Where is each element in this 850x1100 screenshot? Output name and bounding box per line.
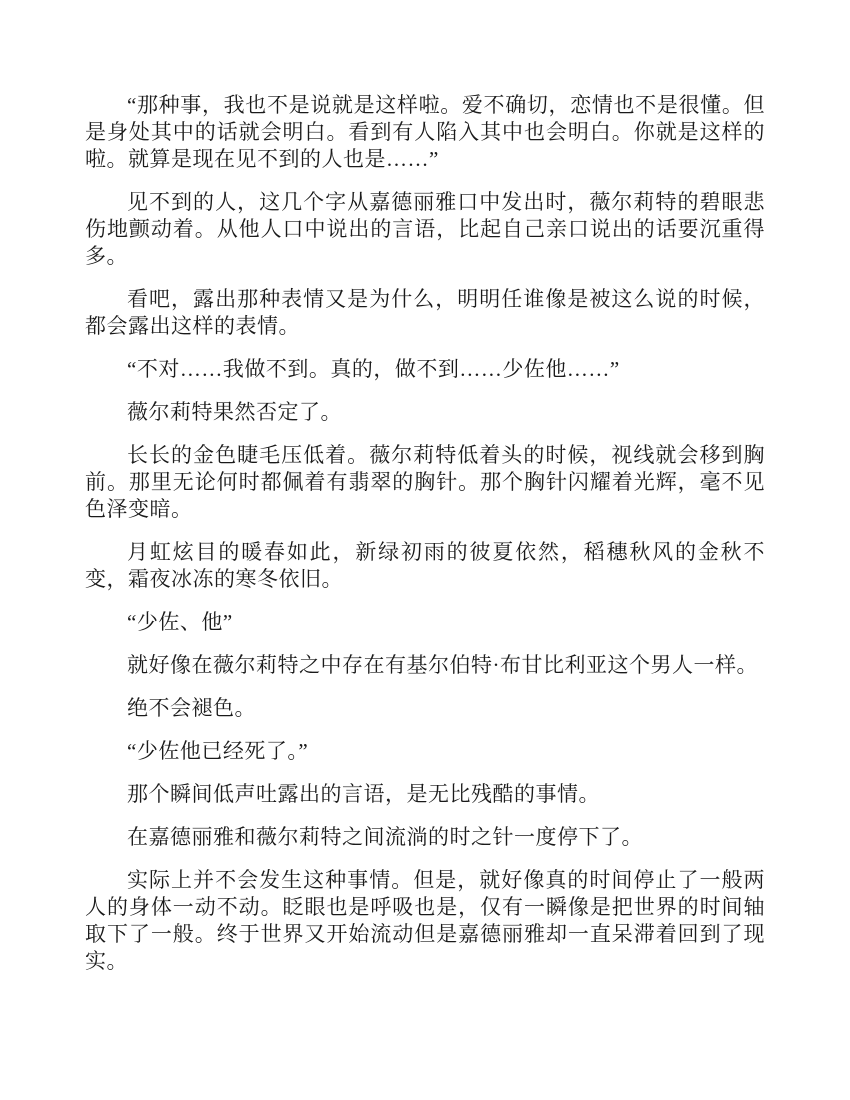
paragraph: “那种事，我也不是说就是这样啦。爱不确切，恋情也不是很懂。但是身处其中的话就会明白。看到有人陷入其中也会明白。你就是这样的啦。就算是现在见不到的人也是……” [85,93,765,171]
paragraph: 绝不会褪色。 [127,696,256,720]
paragraph: 见不到的人，这几个字从嘉德丽雅口中发出时，薇尔莉特的碧眼悲伤地颤动着。从他人口中说出的言语，比起自己亲口说出的话要沉重得多。 [85,190,765,268]
paragraph: 实际上并不会发生这种事情。但是，就好像真的时间停止了一般两人的身体一动不动。眨眼也是呼吸也是，仅有一瞬像是把世界的时间轴取下了一般。终于世界又开始流动但是嘉德丽雅却一直呆滞着回到了现实。 [85,868,765,973]
paragraph: 就好像在薇尔莉特之中存在有基尔伯特·布甘比利亚这个男人一样。 [127,653,758,677]
paragraph: 薇尔莉特果然否定了。 [127,400,342,424]
paragraph: 在嘉德丽雅和薇尔莉特之间流淌的时之针一度停下了。 [127,825,643,849]
paragraph: “少佐、他” [127,610,233,634]
paragraph: 长长的金色睫毛压低着。薇尔莉特低着头的时候，视线就会移到胸前。那里无论何时都佩着有翡翠的胸针。那个胸针闪耀着光辉，毫不见色泽变暗。 [85,443,765,521]
paragraph: 看吧，露出那种表情又是为什么，明明任谁像是被这么说的时候，都会露出这样的表情。 [85,287,765,338]
paragraph: 月虹炫目的暖春如此，新绿初雨的彼夏依然，稻穗秋风的金秋不变，霜夜冰冻的寒冬依旧。 [85,540,765,591]
paragraph: 那个瞬间低声吐露出的言语，是无比残酷的事情。 [127,782,600,806]
paragraph: “少佐他已经死了。” [127,739,309,763]
document-body [85,92,765,975]
paragraph: “不对……我做不到。真的，做不到……少佐他……” [127,357,620,381]
